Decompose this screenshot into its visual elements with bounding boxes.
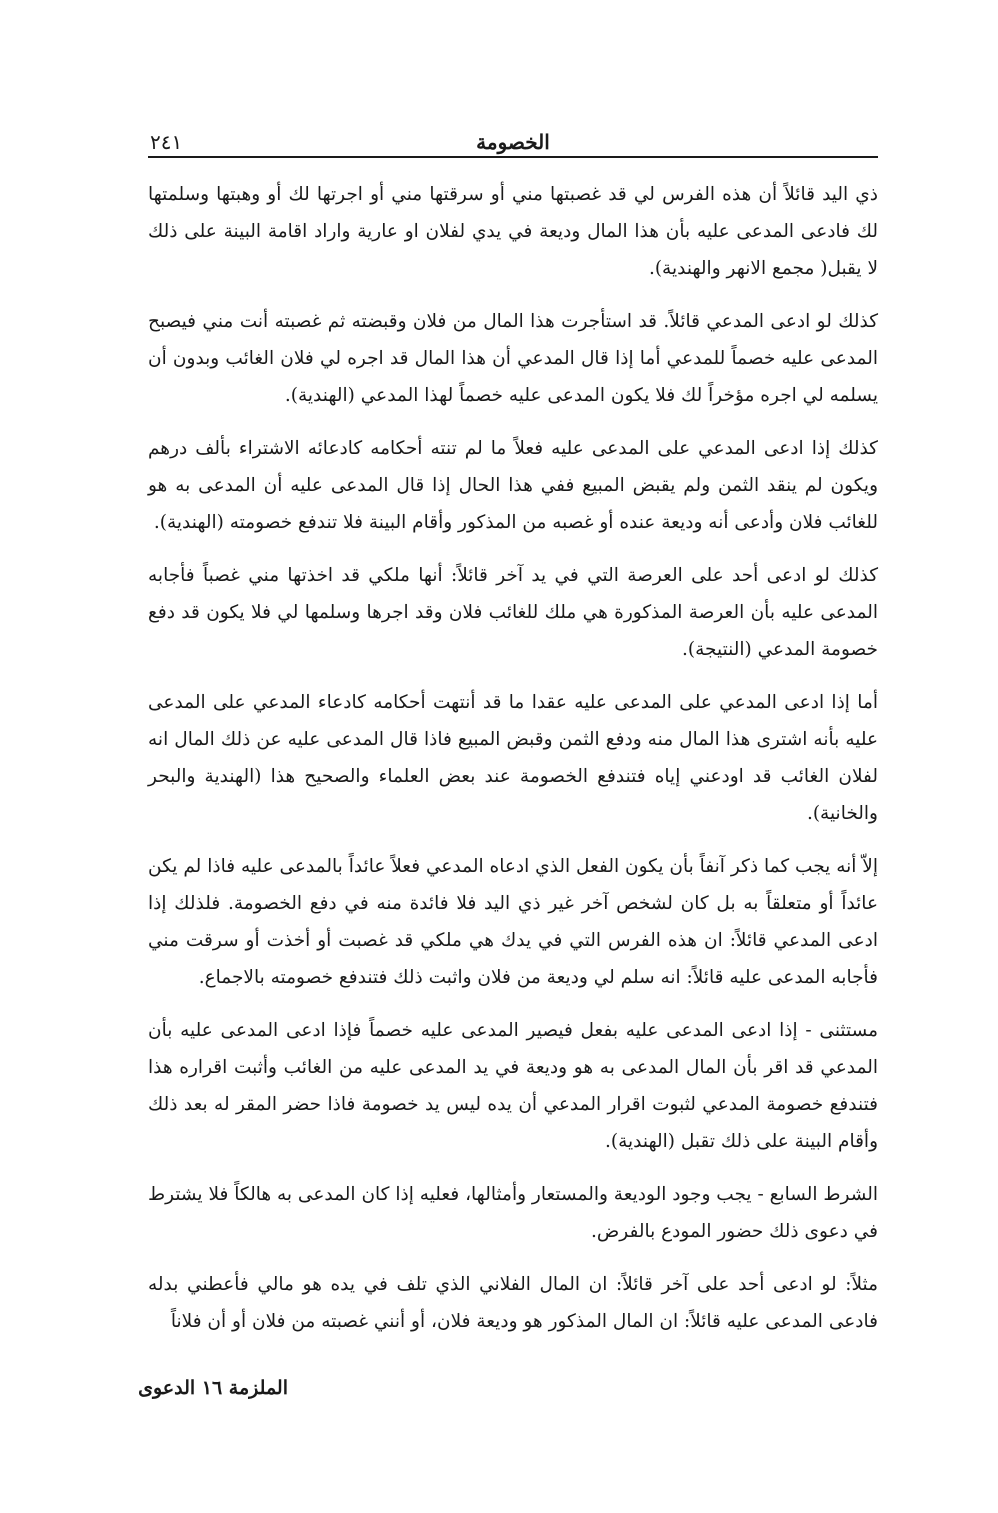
page-title: الخصومة <box>476 130 550 154</box>
paragraph: إلاّ أنه يجب كما ذكر آنفاً بأن يكون الفعل الذي ادعاه المدعي فعلاً عائداً بالمدعى عليه فاذا لم يكن عائداً أو متعلقاً به بل كان لشخص آخر غير ذي اليد فلا فائدة منه في دفع الخصومة. فلذلك إذا ادعى المدعي قائلاً: ان هذه الفرس التي في يدك هي ملكي قد غصبت أو أخذت أو سرقت مني فأجابه المدعى عليه قائلاً: انه سلم لي وديعة من فلان واثبت ذلك فتندفع خصومته بالاجماع. <box>148 856 878 988</box>
paragraph: الشرط السابع - يجب وجود الوديعة والمستعار وأمثالها، فعليه إذا كان المدعى به هالكاً فلا يشترط في دعوى ذلك حضور المودع بالفرض. <box>148 1184 878 1242</box>
paragraph: كذلك إذا ادعى المدعي على المدعى عليه فعلاً ما لم تنته أحكامه كادعائه الاشتراء بألف درهم ويكون لم ينقد الثمن ولم يقبض المبيع ففي هذا الحال إذا قال المدعى عليه أن المدعى به هو للغائب فلان وأدعى أنه وديعة عنده أو غصبه من المذكور وأقام البينة فلا تندفع خصومته (الهندية). <box>148 438 878 533</box>
signature-mark: الملزمة ١٦ الدعوى <box>138 1377 288 1399</box>
running-header <box>148 122 878 158</box>
page-number: ٢٤١ <box>150 130 183 154</box>
paragraph: ذي اليد قائلاً أن هذه الفرس لي قد غصبتها مني أو سرقتها مني أو اجرتها لك أو وهبتها وسلمتها لك فادعى المدعى عليه بأن هذا المال وديعة في يدي لفلان او عارية واراد اقامة البينة على ذلك لا يقبل( مجمع الانهر والهندية). <box>148 184 878 279</box>
paragraph: مستثنى - إذا ادعى المدعى عليه بفعل فيصير المدعى عليه خصماً فإذا ادعى المدعى عليه بأن المدعي قد اقر بأن المال المدعى به هو وديعة في يد المدعى عليه من الغائب وأثبت اقراره هذا فتندفع خصومة المدعي لثبوت اقرار المدعي أن يده ليس يد خصومة فاذا حضر المقر له بعد ذلك وأقام البينة على ذلك تقبل (الهندية). <box>148 1020 878 1152</box>
paragraph: أما إذا ادعى المدعي على المدعى عليه عقدا ما قد أنتهت أحكامه كادعاء المدعي على المدعى عليه بأنه اشترى هذا المال منه ودفع الثمن وقبض المبيع فاذا قال المدعى عليه عن ذلك المال انه لفلان الغائب قد اودعني إياه فتندفع الخصومة عند بعض العلماء والصحيح هذا (الهندية والبحر والخانية). <box>148 692 878 824</box>
book-page <box>138 122 878 1452</box>
paragraph: كذلك لو ادعى المدعي قائلاً. قد استأجرت هذا المال من فلان وقبضته ثم غصبته أنت مني فيصبح المدعى عليه خصماً للمدعي أما إذا قال المدعي أن هذا المال قد اجره لي فلان الغائب وبدون أن يسلمه لي اجره مؤخراً لك فلا يكون المدعى عليه خصماً لهذا المدعي (الهندية). <box>148 311 878 406</box>
body-text <box>148 176 878 1340</box>
paragraph: مثلاً: لو ادعى أحد على آخر قائلاً: ان المال الفلاني الذي تلف في يده هو مالي فأعطني بدله فادعى المدعى عليه قائلاً: ان المال المذكور هو وديعة فلان، أو أنني غصبته من فلان أو أن فلاناً <box>148 1274 878 1332</box>
paragraph: كذلك لو ادعى أحد على العرصة التي في يد آخر قائلاً: أنها ملكي قد اخذتها مني غصباً فأجابه المدعى عليه بأن العرصة المذكورة هي ملك للغائب فلان وقد اجرها وسلمها لي فلا يكون قد دفع خصومة المدعي (النتيجة). <box>148 565 878 660</box>
